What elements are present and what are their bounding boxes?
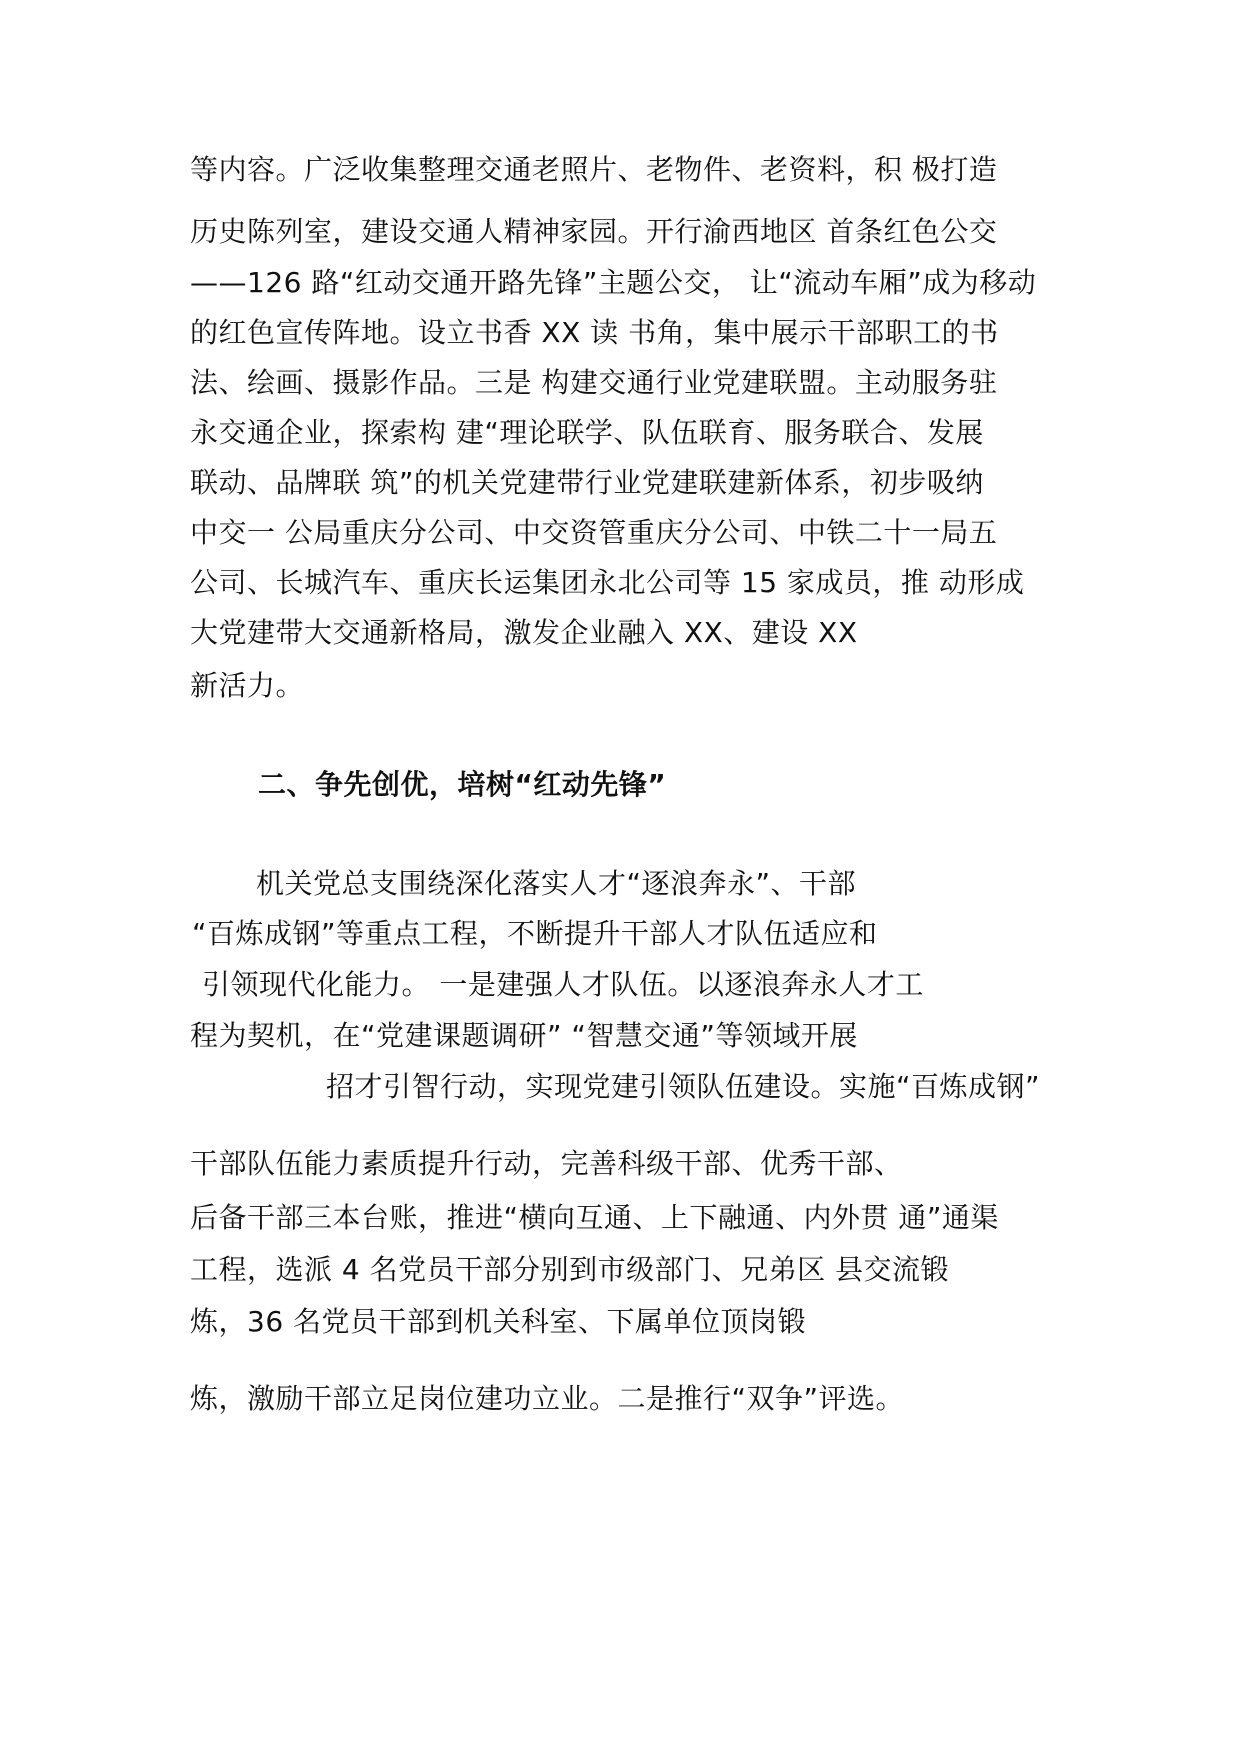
text-line: 等内容。广泛收集整理交通老照片、老物件、老资料，积 极打造 <box>190 153 998 186</box>
text-line: 法、绘画、摄影作品。三是 构建交通行业党建联盟。主动服务驻 <box>190 366 998 399</box>
text-line: 后备干部三本台账，推进“横向互通、上下融通、内外贯 通”通渠 <box>190 1201 999 1234</box>
text-line: ——126 路“红动交通开路先锋”主题公交， 让“流动车厢”成为移动 <box>190 266 1037 299</box>
text-line: 干部队伍能力素质提升行动，完善科级干部、优秀干部、 <box>190 1147 903 1180</box>
text-line: 历史陈列室，建设交通人精神家园。开行渝西地区 首条红色公交 <box>190 215 998 248</box>
text-line: 机关党总支围绕深化落实人才“逐浪奔永”、干部 <box>256 867 857 900</box>
text-line: 中交一 公局重庆分公司、中交资管重庆分公司、中铁二十一局五 <box>190 516 998 549</box>
text-line: 炼，36 名党员干部到机关科室、下属单位顶岗锻 <box>190 1305 807 1338</box>
text-line: 永交通企业，探索构 建“理论联学、队伍联育、服务联合、发展 <box>190 416 984 449</box>
text-line: 大党建带大交通新格局，激发企业融入 XX、建设 XX <box>190 616 858 649</box>
text-line: 公司、长城汽车、重庆长运集团永北公司等 15 家成员，推 动形成 <box>190 566 1025 599</box>
text-line: “百炼成钢”等重点工程，不断提升干部人才队伍适应和 <box>192 917 878 950</box>
section-heading: 二、争先创优，培树“红动先锋” <box>258 768 667 801</box>
text-line: 程为契机，在“党建课题调研” “智慧交通”等领域开展 <box>190 1019 858 1052</box>
text-line: 炼，激励干部立足岗位建功立业。二是推行“双争”评选。 <box>190 1382 905 1415</box>
text-line: 联动、品牌联 筑”的机关党建带行业党建联建新体系，初步吸纳 <box>190 466 984 499</box>
text-line: 工程，选派 4 名党员干部分别到市级部门、兄弟区 县交流锻 <box>190 1253 950 1286</box>
text-line: 引领现代化能力。 一是建强人才队伍。以逐浪奔永人才工 <box>202 968 924 1001</box>
text-line: 的红色宣传阵地。设立书香 XX 读 书角，集中展示干部职工的书 <box>190 316 999 349</box>
text-line: 新活力。 <box>190 669 305 702</box>
text-line: 招才引智行动，实现党建引领队伍建设。实施“百炼成钢” <box>326 1070 1041 1103</box>
